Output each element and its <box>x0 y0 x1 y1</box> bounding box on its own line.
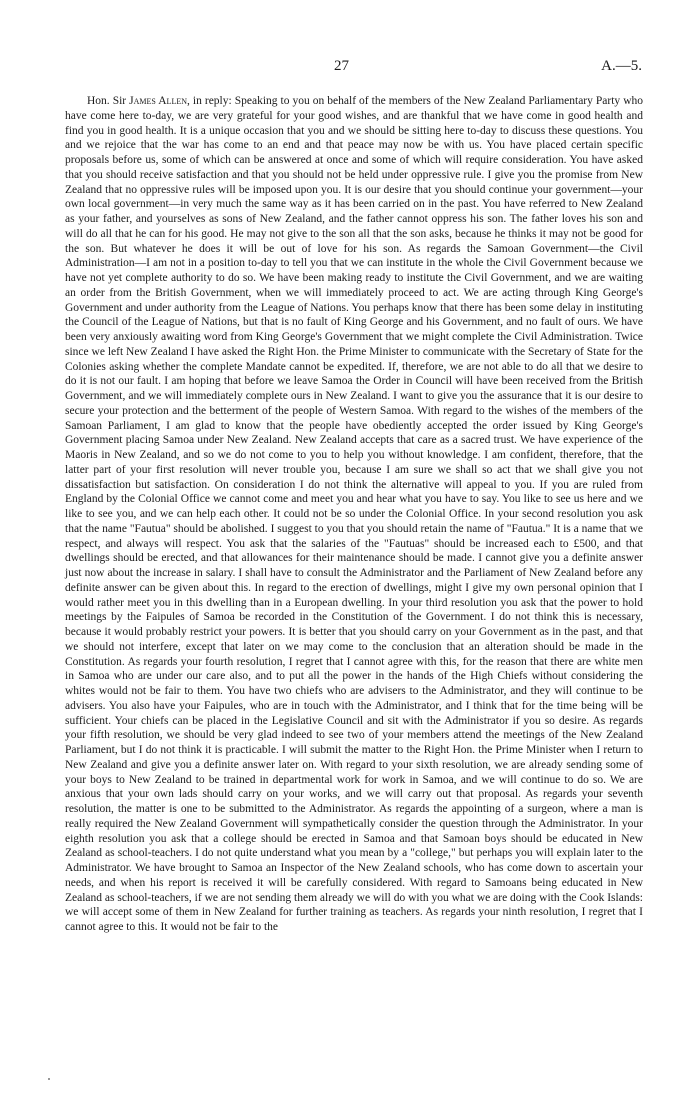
document-reference: A.—5. <box>601 58 642 74</box>
speech-intro: , in reply: <box>187 95 235 107</box>
margin-mark <box>48 1078 50 1080</box>
speaker-name: James Allen <box>129 95 187 107</box>
page-number: 27 <box>334 58 349 74</box>
speaker-prefix: Hon. Sir <box>87 95 130 107</box>
speech-paragraph <box>65 94 643 935</box>
page-header <box>0 58 700 78</box>
speech-text: Speaking to you on behalf of the members of the New Zealand Parliamentary Party who have come here to-day, we are very grateful for your good wishes, and are thankful that we have come in good health and find you in good health. It is a unique occasion that you and we should be sitting here to-day to discuss these questions. You and we rejoice that the war has come to an end and that peace may now be with us. You have placed certain specific proposals before us, some of which can be answered at once and some of which will require consideration. You have asked that you should receive satisfaction and that you should not be held under oppressive rule. I give you the promise from New Zealand that no oppressive rules will be imposed upon you. It is our desire that you should continue your government—your own local government—in very much the same way as it has been carried on in the past. You have referred to New Zealand as your father, and yourselves as sons of New Zealand, and the father cannot oppress his son. The father loves his son and will do all that he can for his good. He may not give to the son all that the son asks, because he thinks it may not be good for the son. But whatever he does it will be out of love for his son. As regards the Samoan Government—the Civil Administration—I am not in a position to-day to tell you that we can institute in the whole the Civil Government because we have not yet complete authority to do so. We have been making ready to institute the Civil Government, and we are waiting an order from the British Government, when we will immediately proceed to act. We are acting through King George's Government and under authority from the League of Nations. You perhaps know that there has been some delay in instituting the Council of the League of Nations, but that is no fault of King George and his Government, and no fault of ours. We have been very anxiously awaiting word from King George's Government that we might complete the Civil Administration. Twice since we left New Zealand I have asked the Right Hon. the Prime Minister to communicate with the Secretary of State for the Colonies asking whether the complete Mandate cannot be expedited. If, therefore, we are not able to do all that we desire to do it is not our fault. I am hoping that before we leave Samoa the Order in Council will have been received from the British Government, and we will immediately complete ours in New Zealand. I want to give you the assurance that it is our desire to secure your protection and the betterment of the people of Western Samoa. With regard to the wishes of the members of the Samoan Parliament, I am glad to know that the people have obediently accepted the order issued by King George's Government placing Samoa under New Zealand. New Zealand accepts that care as a sacred trust. We have experience of the Maoris in New Zealand, and so we do not come to you to help you without knowledge. I am confident, therefore, that the latter part of your first resolution will never trouble you, because I am sure we shall so act that we shall give you not dissatisfaction but satisfaction. On consideration I do not think the alternative will appeal to you. If you are ruled from England by the Colonial Office we cannot come and meet you and hear what you have to say. You like to see us here and we like to see you, and we can help each other. It could not be so under the Colonial Office. In your second resolution you ask that the name "Fautua" should be abolished. I suggest to you that you should retain the name of "Fautua." It is a name that we respect, and always will respect. You ask that the salaries of the "Fautuas" should be increased each to £500, and that dwellings should be erected, and that allowances for their maintenance should be made. I cannot give you a definite answer just now about the increase in salary. I shall have to consult the Administrator and the Parliament of New Zealand before any definite answer can be given about this. In regard to the erection of dwellings, might I give my own personal opinion that I would rather meet you in this dwelling than in a European dwelling. In your third resolution you ask that the power to hold meetings by the Faipules of Samoa be recorded in the Constitution of the Government. I do not think this is necessary, because it would probably restrict your powers. It is better that you should carry on your Government as in the past, and that we should not interfere, except that later on we may come to the conclusion that an alteration should be made in the Constitution. As regards your fourth resolution, I regret that I cannot agree with this, for the reason that there are white men in Samoa who are under our care also, and to put all the power in the hands of the High Chiefs without considering the whites would not be fair to them. You have two chiefs who are advisers to the Administrator, and they will continue to be advisers. You also have your Faipules, who are in touch with the Administrator, and I think that for the time being will be sufficient. Your chiefs can be placed in the Legislative Council and sit with the Administrator if you so desire. As regards your fifth resolution, we should be very glad indeed to see two of your members attend the meetings of the New Zealand Parliament, but I do not think it is practicable. I will submit the matter to the Right Hon. the Prime Minister when I return to New Zealand and give you a definite answer later on. With regard to your sixth resolution, we are already sending some of your boys to New Zealand to be trained in departmental work for work in Samoa, and we will continue to do so. We are anxious that your own lads should carry on your works, and we will carry out that proposal. As regards your seventh resolution, the matter is one to be submitted to the Administrator. As regards the appointing of a surgeon, where a man is really required the New Zealand Government will sympathetically consider the question through the Administrator. In your eighth resolution you ask that a college should be erected in Samoa and that Samoan boys should be educated in New Zealand as school-teachers. I do not quite understand what you mean by a "college," but perhaps you will explain later to the Administrator. We have brought to Samoa an Inspector of the New Zealand schools, who has come down to ascertain your needs, and when his report is received it will be carefully considered. With regard to Samoans being educated in New Zealand as school-teachers, if we are not sending them already we will do with you what we are doing with the Cook Islands: we will accept some of them in New Zealand for further training as teachers. As regards your ninth resolution, I regret that I cannot agree to this. It would not be fair to the <box>65 95 644 933</box>
